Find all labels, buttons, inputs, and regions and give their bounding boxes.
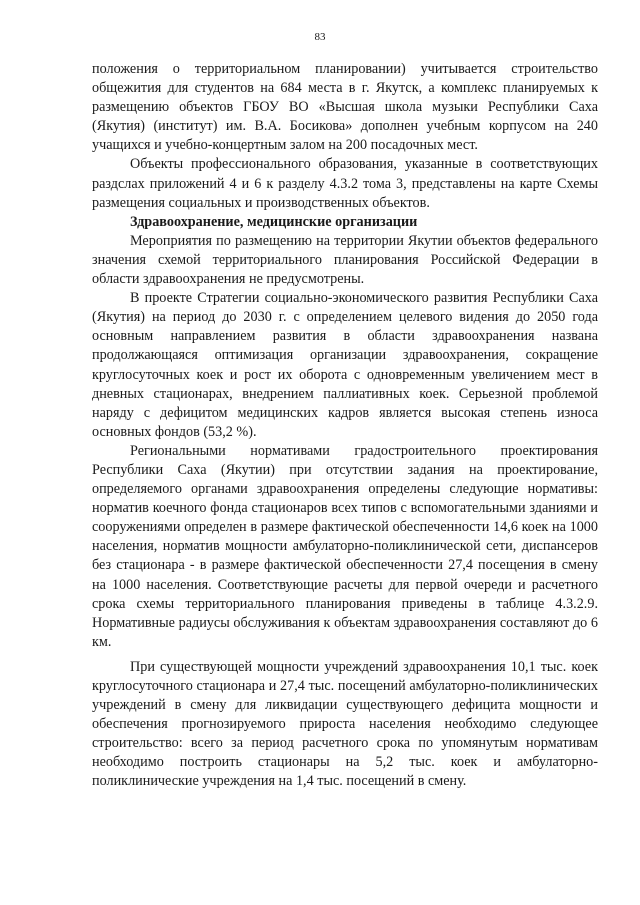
paragraph-strategy: В проекте Стратегии социально-экономического развития Республики Саха (Якутия) на период до 2030 г. с определением целевого видения до 2050 года основным направлением развития в области здравоохранения названа продолжающаяся оптимизация организации здравоохранения, сокращение круглосуточных коек и рост их оборота с одновременным увеличением мест в дневных стационарах, внедрением паллиативных коек. Серьезной проблемой наряду с дефицитом медицинских кадров является высокая степень износа основных фондов (53,2 %). [92,290,598,440]
page-number: 83 [314,31,326,43]
paragraph-capacity: При существующей мощности учреждений здравоохранения 10,1 тыс. коек круглосуточного стационара и 27,4 тыс. посещений амбулаторно-поликлинических учреждений в смену для ликвидации существующего дефицита мощности и обеспечения прогнозируемого прироста населения необходимо следующее строительство: всего за период расчетного срока по упомянутым нормативам необходимо построить стационары на 5,2 тыс. коек и амбулаторно-поликлинические учреждения на 1,4 тыс. посещений в смену. [92,658,598,790]
paragraph-regional-norms: Региональными нормативами градостроительного проектирования Республики Саха (Якутии) при отсутствии задания на проектирование, определяемого органами здравоохранения определены следующие нормативы: норматив коечного фонда стационаров всех типов с вспомогательными зданиями и сооружениями определен в размере фактической обеспеченности 14,6 коек на 1000 населения, норматив мощности амбулаторно-поликлинической сети, диспансеров без стационара - в размере фактической обеспеченности 27,4 посещения в смену на 1000 населения. Соответствующие расчеты для первой очереди и расчетного срока схемы территориального планирования приведены в таблице 4.3.2.9. Нормативные радиусы обслуживания к объектам здравоохранения составляют до 6 км. [92,442,598,650]
paragraph-dormitory: положения о территориальном планировании) учитывается строительство общежития для студентов на 684 места в г. Якутск, а комплекс планируемых к размещению объектов ГБОУ ВО «Высшая школа музыки Республики Саха (Якутия) (институт) им. В.А. Босикова» дополнен учебным корпусом на 240 учащихся и учебно-концертным залом на 200 посадочных мест. [92,61,598,154]
section-heading-healthcare: Здравоохранение, медицинские организации [130,213,418,230]
paragraph-education-objects: Объекты профессионального образования, указанные в соответствующих раздслах приложений 4 и 6 к разделу 4.3.2 тома 3, представлены на карте Схемы размещения социальных и производственных объектов. [92,156,598,211]
paragraph-federal-measures: Мероприятия по размещению на территории Якутии объектов федерального значения схемой территориального планирования Российской Федерации в области здравоохранения не предусмотрены. [92,232,598,288]
document-body [92,60,598,792]
